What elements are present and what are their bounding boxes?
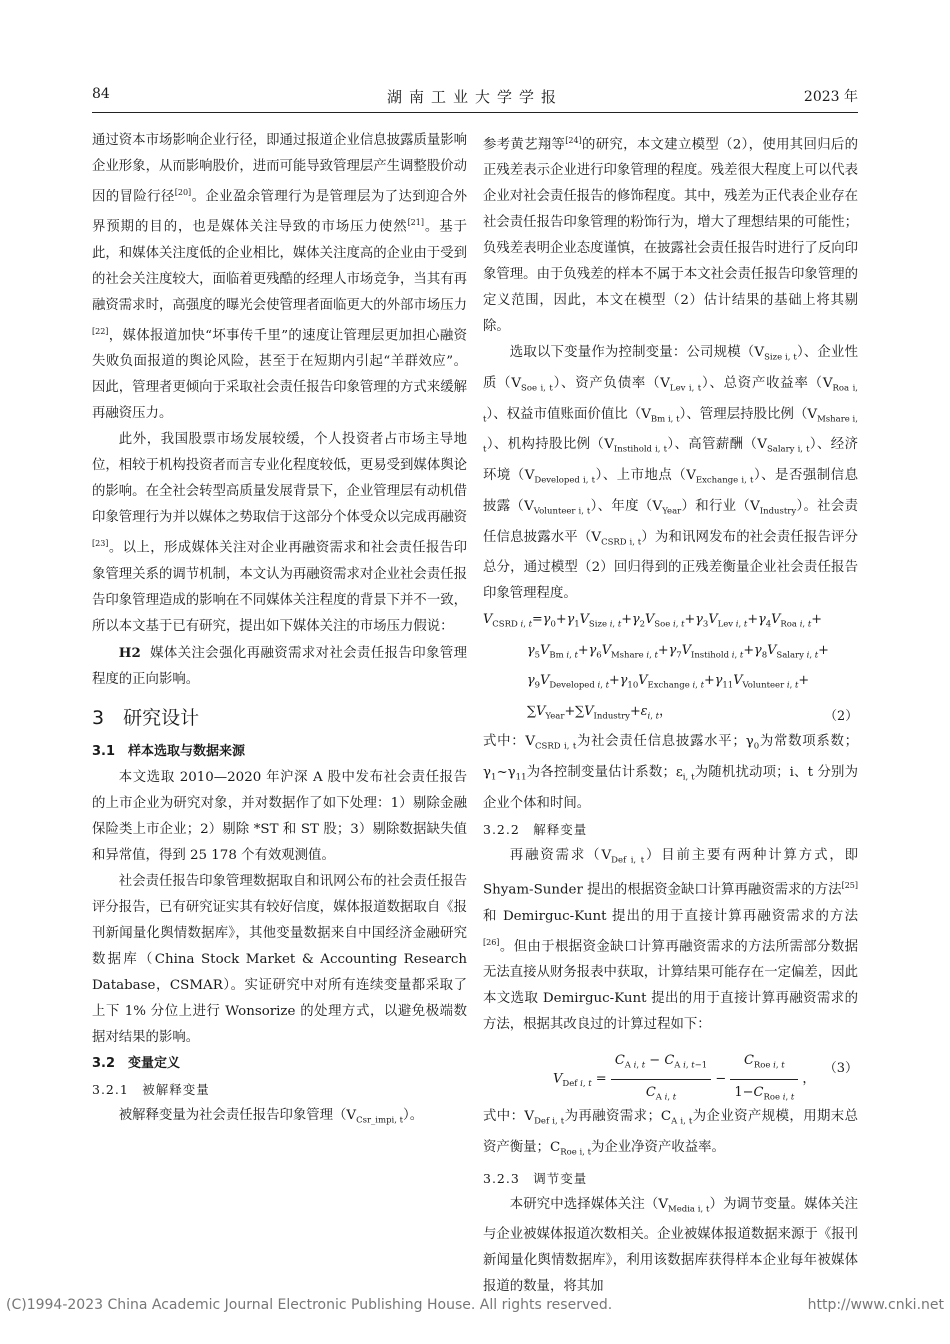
cnki-link[interactable]: http://www.cnki.net <box>807 1297 944 1313</box>
journal-title: 湖南工业大学学报 <box>386 88 563 106</box>
subsubsection-heading: 3.2.1 被解释变量 <box>92 1081 210 1097</box>
paragraph: 参考黄艺翔等[24]的研究，本文建立模型（2），使用其回归后的正残差表示企业进行印象管理的程度。残差很大程度上可以代表企业对社会责任报告的修饰程度。其中，残差为正代表企业存在社会责任报告印象管理的粉饰行为，增大了理想结果的可能性；负残差表明企业态度谨慎，在披露社会责任报告时进行了反向印象管理。由于负残差的样本不属于本文社会责任报告印象管理的定义范围，因此，本文在模型（2）估计结果的基础上将其剔除。 <box>483 136 859 335</box>
subsection-heading: 3.2 变量定义 <box>92 1055 181 1071</box>
equation-2: $V_{CSRD i, t}=\gamma_0+\gamma_1V_{Size i, t}+\gamma_2V_{Soe i, t}+\gamma_3V_{Lev i, t}+\gamma_4V_{Roa i, t}+$ $\gamma_5V_{Bm i, t}+\gamma_6V_{Mshare i, t}+\gamma_7V_{Instihold i, t}+\gamma_8V_{Salary i, t}+$ $\gamma_9V_{Developed i, t}+\gamma_{10}V_{Exchange i, t}+\gamma_{11}V_{Volunteer i, t}+$ $\sum V_{Year}+\sum V_{Industry}+\varepsilon_{i, t}$， （2） <box>483 607 858 729</box>
equation-number: （3） <box>823 1061 858 1077</box>
hypothesis-h2: H2 媒体关注会强化再融资需求对社会责任报告印象管理程度的正向影响。 <box>92 644 468 687</box>
header-rule <box>92 112 858 113</box>
subsubsection-heading: 3.2.3 调节变量 <box>483 1170 588 1186</box>
page-number: 84 <box>92 86 110 102</box>
paragraph: 再融资需求$(V_{Def i, t})$目前主要有两种计算方式，即 Shyam-Sunder 提出的根据资金缺口计算再融资需求的方法[25]和 Demirguc-Kunt 提出的用于直接计算再融资需求的方法[26]。但由于根据资金缺口计算再融资需求的方法所需部分数据无法直接从财务报表中获取，计算结果可能存在一定偏差，因此本文选取 Demirguc-Kunt 提出的用于直接计算再融资需求的方法，根据其改良过的计算过程如下： <box>483 847 859 1033</box>
left-column <box>92 128 467 1134</box>
equation-3: $V_{Def i, t}$ = $\frac{C_{A i, t} - C_{A i, t-1}}{C_{A i, t}}$ − $\frac{C_{Roe i, t}}{1-C_{Roe i, t}}$ ， （3） <box>483 1038 858 1104</box>
paragraph: 选取以下变量作为控制变量：公司规模$(V_{Size i, t})$、企业性质$(V_{Soe i, t})$、资产负债率$(V_{Lev i, t})$、总资产收益率$(V_{Roa i, t})$、权益市值账面价值比$(V_{Bm i, t})$、管理层持股比例$(V_{Mshare i, t})$、机构持股比例$(V_{Instihold i, t})$、高管薪酬$(V_{Salary i, t})$、经济环境$(V_{Developed i, t})$、上市地点$(V_{Exchange i, t})$、是否强制信息披露$(V_{Volunteer i, t})$、年度$(V_{Year})$和行业$(V_{Industry})$。社会责任信息披露水平$(V_{CSRD i, t})$为和讯网发布的社会责任报告评分总分，通过模型（2）回归得到的正残差衡量企业社会责任报告印象管理程度。 <box>483 345 858 602</box>
paragraph: 本文选取 2010—2020 年沪深 A 股中发布社会责任报告的上市企业为研究对象，并对数据作了如下处理：1）剔除金融保险类上市企业；2）剔除 *ST 和 ST 股；3）剔除数据缺失值和异常值，得到 25 178 个有效观测值。 <box>92 769 467 863</box>
paragraph: 式中：$V_{CSRD i, t}$为社会责任信息披露水平；$\gamma_0$为常数项系数；$\gamma_1\sim\gamma_{11}$为各控制变量估计系数；$\varepsilon_{i, t}$为随机扰动项；i、t 分别为企业个体和时间。 <box>483 734 858 811</box>
section-heading: 3 研究设计 <box>92 706 200 729</box>
paragraph: 此外，我国股票市场发展较缓，个人投资者占市场主导地位，相较于机构投资者而言专业化程度较低，更易受到媒体舆论的影响。在全社会转型高质量发展背景下，企业管理层有动机借印象管理行为并以媒体之势取信于这部分个体受众以完成再融资[23]。以上，形成媒体关注对企业再融资需求和社会责任报告印象管理关系的调节机制，本文认为再融资需求对企业社会责任报告印象管理造成的影响在不同媒体关注程度的背景下并不一致，所以本文基于已有研究，提出如下媒体关注的市场压力假说： <box>92 432 467 634</box>
subsection-heading: 3.1 样本选取与数据来源 <box>92 743 246 759</box>
paragraph: 被解释变量为社会责任报告印象管理$(V_{Csr\_impi, t})$。 <box>118 1107 424 1126</box>
paragraph: 本研究中选择媒体关注$(V_{Media i, t})$为调节变量。媒体关注与企业被媒体报道次数相关。企业被媒体报道数据来源于《报刊新闻量化舆情数据库》，利用该数据库获得样本企业每年被媒体报道的数量，将其加 <box>483 1196 859 1295</box>
paragraph: 通过资本市场影响企业行径，即通过报道企业信息披露质量影响企业形象，从而影响股价，进而可能导致管理层产生调整股价动因的冒险行径[20]。企业盈余管理行为是管理层为了达到迎合外界预期的目的，也是媒体关注导致的市场压力使然[21]。基于此，和媒体关注度低的企业相比，媒体关注度高的企业由于受到的社会关注度较大，面临着更残酷的经理人市场竞争，当其有再融资需求时，高强度的曝光会使管理者面临更大的外部市场压力[22]，媒体报道加快“坏事传千里”的速度让管理层更加担心融资失败负面报道的舆论风险，甚至于在短期内引起“羊群效应”。因此，管理者更倾向于采取社会责任报告印象管理的方式来缓解再融资压力。 <box>92 133 468 422</box>
issue-year: 2023 年 <box>803 89 858 105</box>
right-column <box>483 128 858 1300</box>
subsubsection-heading: 3.2.2 解释变量 <box>483 821 588 837</box>
footer <box>0 1297 950 1317</box>
paragraph: 社会责任报告印象管理数据取自和讯网公布的社会责任报告评分报告，已有研究证实其有较好信度，媒体报道数据取自《报刊新闻量化舆情数据库》，其他变量数据来自中国经济金融研究数据库（China Stock Market & Accounting Research Database，CSMAR）。实证研究中对所有连续变量都采取了上下 1% 分位上进行 Wonsorize 的处理方式，以避免极端数据对结果的影响。 <box>92 873 467 1045</box>
page-header <box>92 86 858 108</box>
equation-number: （2） <box>824 709 858 725</box>
copyright-text: (C)1994-2023 China Academic Journal Electronic Publishing House. All rights reserved. <box>6 1297 613 1313</box>
paragraph: 式中：$V_{Def i, t}$为再融资需求；$C_{A i, t}$为企业资产规模，用期末总资产衡量；$C_{Roe i, t}$为企业净资产收益率。 <box>483 1109 859 1158</box>
